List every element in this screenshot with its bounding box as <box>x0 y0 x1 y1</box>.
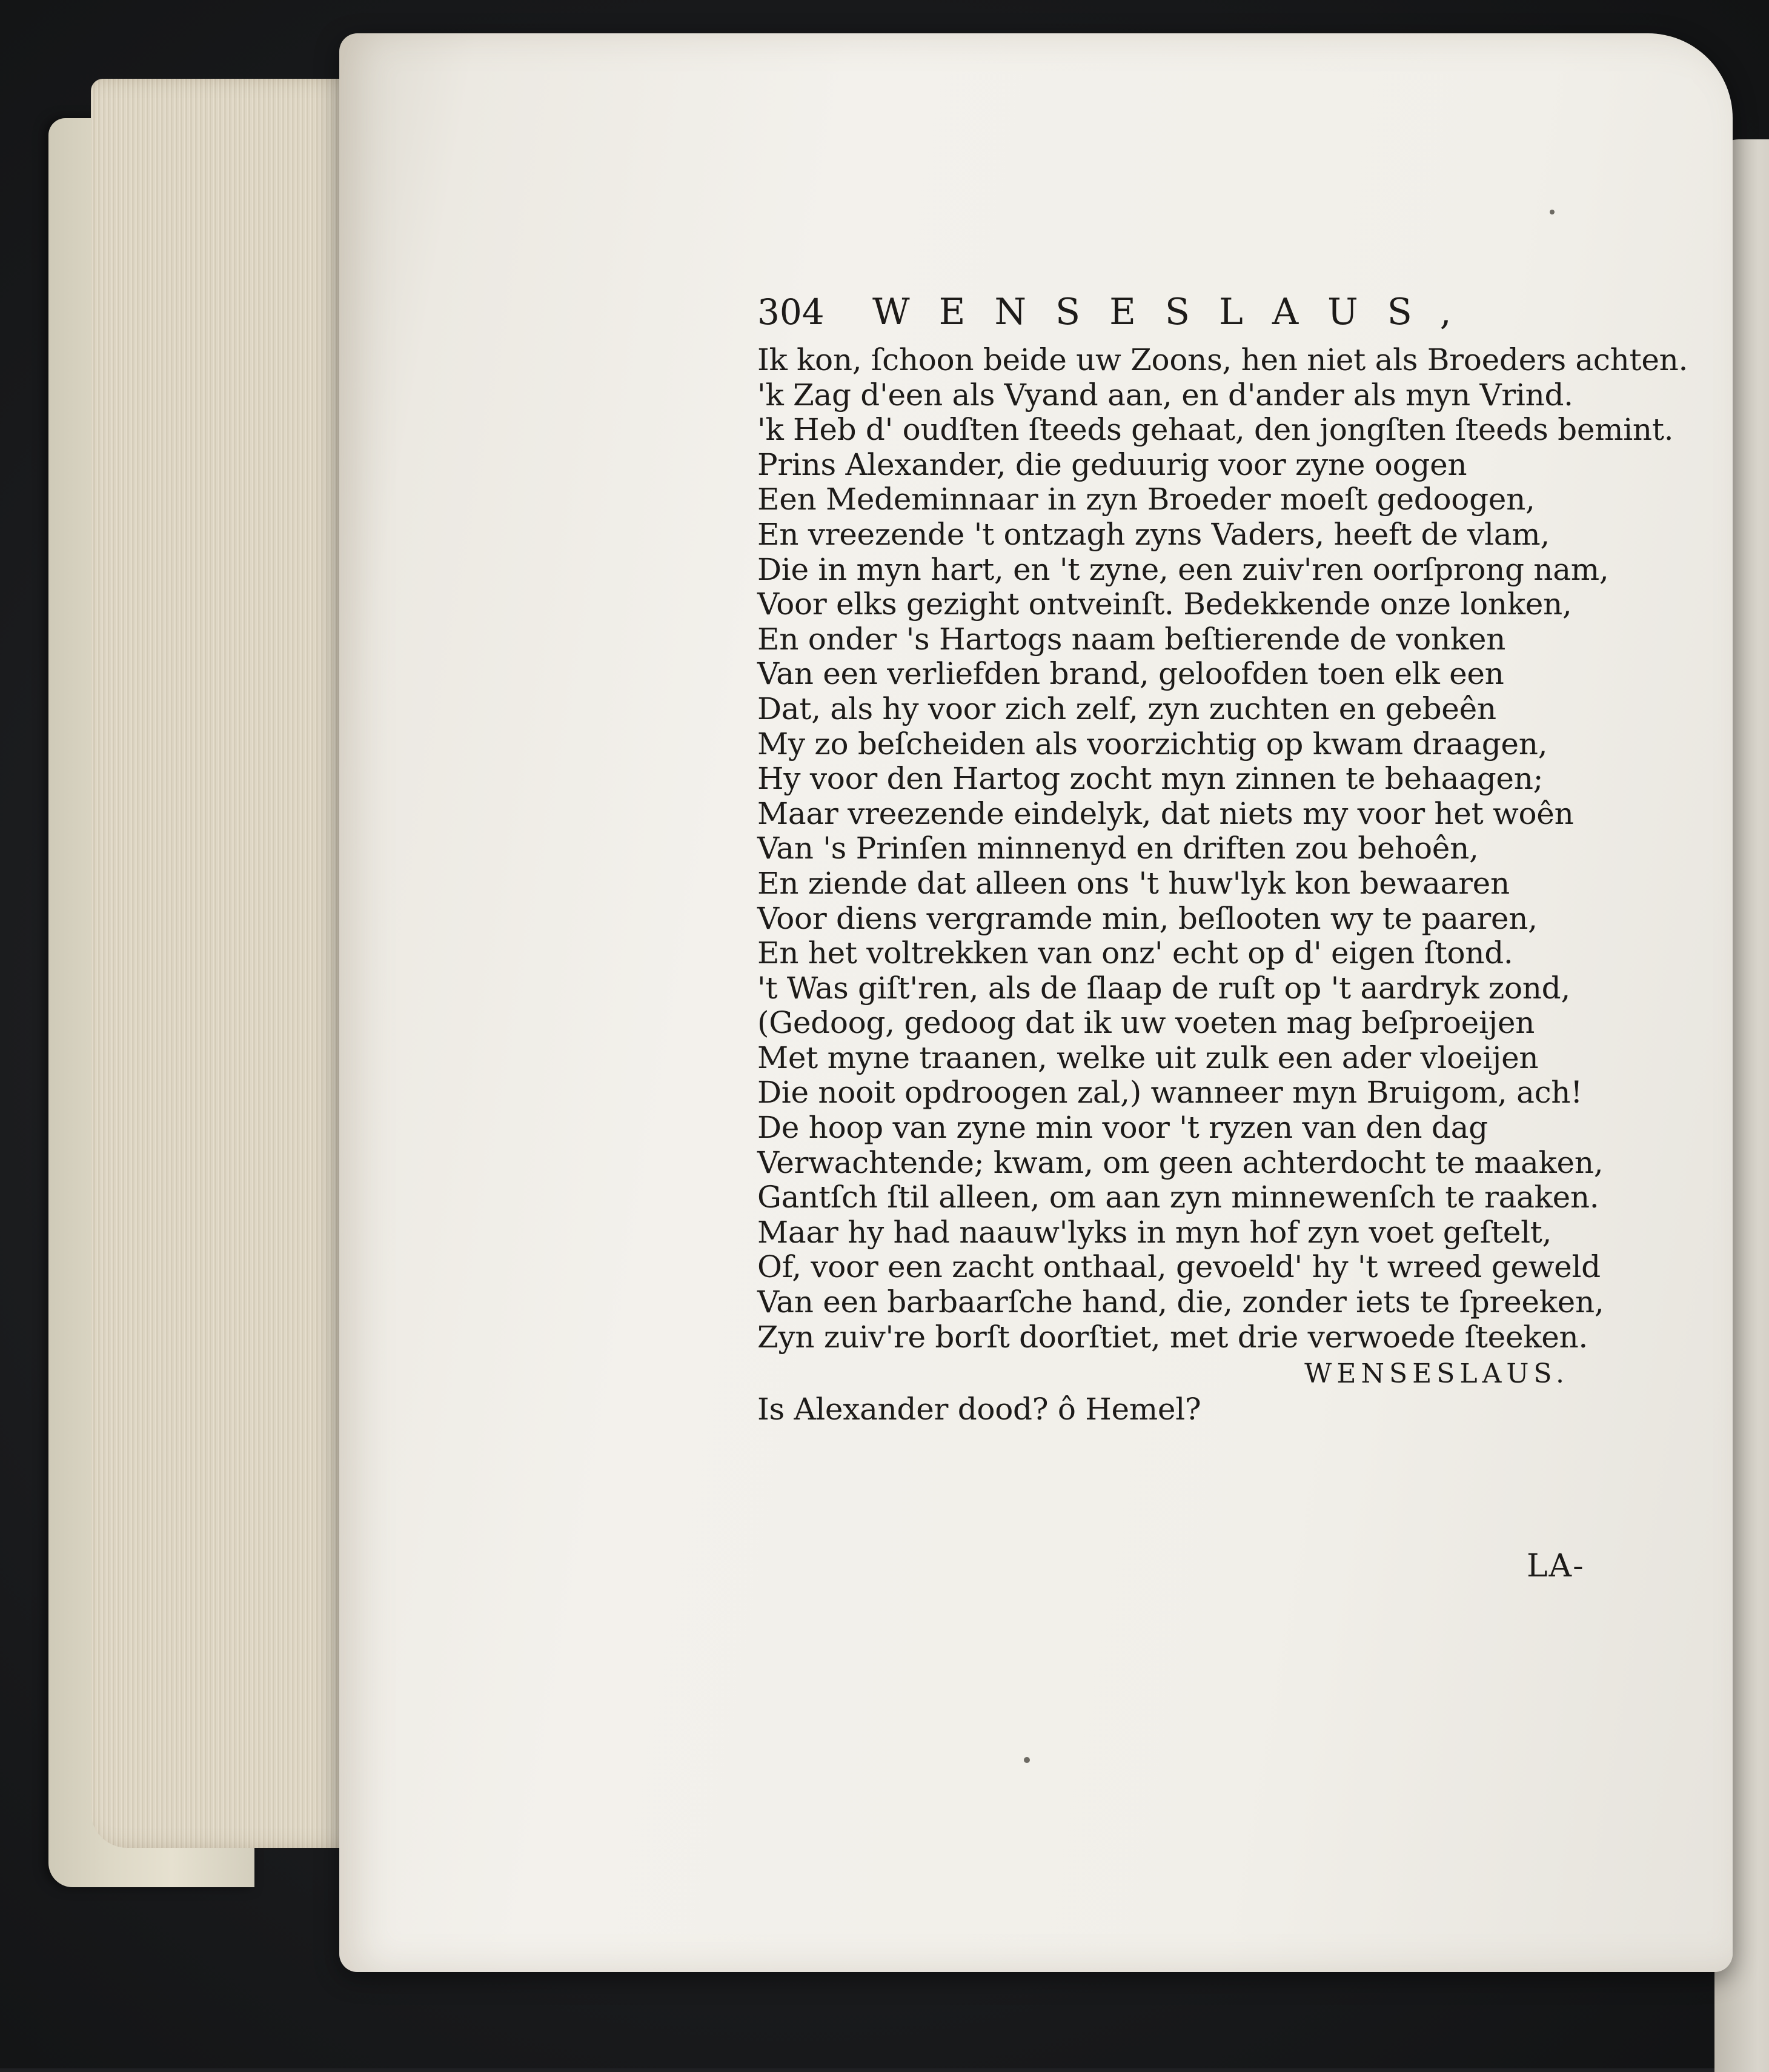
running-head <box>757 285 1642 339</box>
page-edges <box>91 79 363 1848</box>
verse-line: 'k Zag d'een als Vyand aan, en d'ander als myn Vrind. <box>757 377 1573 413</box>
verse-line: Maar vreezende eindelyk, dat niets my voor het woên <box>757 795 1574 831</box>
verse-line: En onder 's Hartogs naam beſtierende de vonken <box>757 621 1506 657</box>
verse-line: Maar hy had naauw'lyks in myn hof zyn voet geſtelt, <box>757 1214 1552 1250</box>
verse-line: Van een verliefden brand, geloofden toen elk een <box>757 656 1504 692</box>
verse-line: Verwachtende; kwam, om geen achterdocht te maaken, <box>757 1144 1604 1180</box>
verse-line: Voor elks gezight ontveinſt. Bedekkende onze lonken, <box>757 586 1572 622</box>
speaker-name: WENSESLAUS. <box>1304 1358 1569 1390</box>
verse-line: Met myne traanen, welke uit zulk een ader vloeijen <box>757 1040 1539 1075</box>
verse-line: Hy voor den Hartog zocht myn zinnen te behaagen; <box>757 761 1544 797</box>
verse-line: Of, voor een zacht onthaal, gevoeld' hy 't wreed geweld <box>757 1249 1601 1285</box>
verse-line: De hoop van zyne min voor 't ryzen van den dag <box>757 1110 1488 1146</box>
paper-speck <box>1550 210 1555 214</box>
verse-line: Voor diens vergramde min, beſlooten wy te paaren, <box>757 900 1538 936</box>
verse-line: My zo beſcheiden als voorzichtig op kwam draagen, <box>757 726 1548 762</box>
verse-line: 't Was giſt'ren, als de ſlaap de ruſt op 't aardryk zond, <box>757 970 1570 1006</box>
verse-line: En vreezende 't ontzagh zyns Vaders, heeft de vlam, <box>757 516 1550 552</box>
verse-line: (Gedoog, gedoog dat ik uw voeten mag beſproeijen <box>757 1005 1535 1041</box>
verse-line: En ziende dat alleen ons 't huw'lyk kon bewaaren <box>757 865 1510 901</box>
verse-line: Een Medeminnaar in zyn Broeder moeſt gedoogen, <box>757 482 1535 517</box>
verse-line: Van een barbaarſche hand, die, zonder iets te ſpreeken, <box>757 1284 1604 1320</box>
page-text <box>757 285 1688 1427</box>
paper-speck <box>1024 1757 1030 1763</box>
verse-line: Die in myn hart, en 't zyne, een zuiv'ren oorſprong nam, <box>757 551 1609 587</box>
verse-line: 'k Heb d' oudſten ſteeds gehaat, den jongſten ſteeds bemint. <box>757 412 1674 448</box>
verse-line: Ik kon, ſchoon beide uw Zoons, hen niet als Broeders achten. <box>757 342 1688 377</box>
verse-line: Die nooit opdroogen zal,) wanneer myn Bruigom, ach! <box>757 1075 1582 1111</box>
verse-line: En het voltrekken van onz' echt op d' eigen ſtond. <box>757 935 1513 971</box>
verse-line: Dat, als hy voor zich zelf, zyn zuchten en gebeên <box>757 691 1496 726</box>
verse-line: Van 's Prinſen minnenyd en driften zou behoên, <box>757 831 1479 866</box>
speaker-line: Is Alexander dood? ô Hemel? <box>757 1392 1201 1427</box>
catchword: LA- <box>1527 1548 1585 1584</box>
verse-line: Zyn zuiv're borſt doorſtiet, met drie verwoede ſteeken. <box>757 1319 1588 1355</box>
page-number: 304 <box>757 291 825 333</box>
running-head-title: WENSESLAUS, <box>872 291 1481 333</box>
verse-line: Prins Alexander, die geduurig voor zyne oogen <box>757 447 1467 482</box>
verse-line: Gantſch ſtil alleen, om aan zyn minnewenſch te raaken. <box>757 1180 1599 1215</box>
